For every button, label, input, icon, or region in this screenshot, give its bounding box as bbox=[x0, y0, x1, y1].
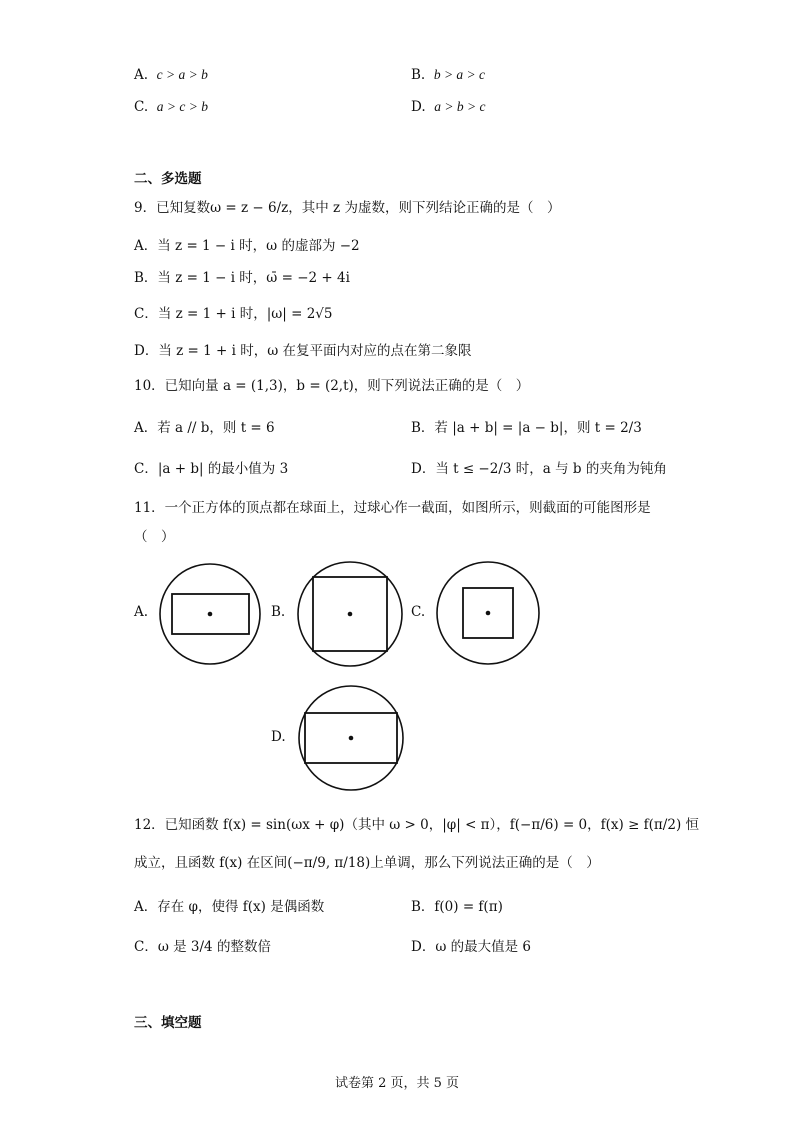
center-dot bbox=[349, 736, 354, 741]
q11-paren: （ ） bbox=[134, 529, 175, 545]
q9-option-d: D．当 z = 1 + i 时，ω 在复平面内对应的点在第二象限 bbox=[134, 343, 472, 359]
center-dot bbox=[208, 612, 213, 617]
figure-b-label: B. bbox=[271, 604, 286, 620]
option-label: B. bbox=[411, 67, 426, 83]
figure-b bbox=[296, 560, 404, 668]
option-text: c > a > b bbox=[156, 67, 208, 82]
q10-option-d: D．当 t ≤ −2/3 时，a 与 b 的夹角为钝角 bbox=[411, 461, 667, 477]
q9-stem: 9．已知复数ω = z − 6/z，其中 z 为虚数，则下列结论正确的是（ ） bbox=[134, 200, 561, 216]
option-label: C. bbox=[134, 99, 149, 115]
q8-option-c bbox=[134, 99, 208, 115]
option-text: a > c > b bbox=[156, 99, 208, 114]
q8-option-a bbox=[134, 67, 208, 83]
q10-option-c: C．|a + b| 的最小值为 3 bbox=[134, 461, 289, 477]
q12-option-a: A．存在 φ，使得 f(x) 是偶函数 bbox=[134, 899, 325, 915]
center-dot bbox=[486, 611, 491, 616]
q9-option-c: C．当 z = 1 + i 时，|ω| = 2√5 bbox=[134, 306, 333, 322]
figure-d bbox=[297, 684, 405, 792]
option-text: a > b > c bbox=[434, 99, 486, 114]
option-text: b > a > c bbox=[433, 67, 486, 82]
q8-option-b bbox=[411, 67, 485, 83]
figure-a-label: A. bbox=[134, 604, 149, 620]
q12-stem-line2: 成立，且函数 f(x) 在区间(−π/9, π/18)上单调，那么下列说法正确的是（ ） bbox=[134, 855, 600, 871]
q11-stem: 11．一个正方体的顶点都在球面上，过球心作一截面，如图所示，则截面的可能图形是 bbox=[134, 500, 651, 516]
q10-stem: 10．已知向量 a = (1,3)，b = (2,t)，则下列说法正确的是（ ） bbox=[134, 378, 530, 394]
figure-c-label: C. bbox=[411, 604, 426, 620]
q9-option-a: A．当 z = 1 − i 时，ω 的虚部为 −2 bbox=[134, 238, 360, 254]
q10-option-a: A．若 a // b，则 t = 6 bbox=[134, 420, 275, 436]
q10-option-b: B．若 |a + b| = |a − b|，则 t = 2/3 bbox=[411, 420, 642, 436]
section-title-multiple-choice: 二、多选题 bbox=[134, 171, 202, 187]
option-label: A. bbox=[134, 67, 149, 83]
q12-option-b: B．f(0) = f(π) bbox=[411, 899, 503, 915]
section-title-fill-in: 三、填空题 bbox=[134, 1015, 202, 1031]
q12-option-c: C．ω 是 3/4 的整数倍 bbox=[134, 939, 271, 955]
option-label: D. bbox=[411, 99, 426, 115]
page-footer: 试卷第 2 页，共 5 页 bbox=[334, 1076, 460, 1091]
figure-a bbox=[158, 562, 262, 666]
center-dot bbox=[348, 612, 353, 617]
q12-option-d: D．ω 的最大值是 6 bbox=[411, 939, 532, 955]
q8-option-d bbox=[411, 99, 485, 115]
figure-c bbox=[435, 560, 541, 666]
q12-stem-line1: 12．已知函数 f(x) = sin(ωx + φ)（其中 ω > 0，|φ| < π），f(−π/6) = 0，f(x) ≥ f(π/2) 恒 bbox=[134, 817, 700, 833]
figure-d-label: D. bbox=[271, 729, 286, 745]
q9-option-b: B．当 z = 1 − i 时，ω̄ = −2 + 4i bbox=[134, 270, 350, 286]
